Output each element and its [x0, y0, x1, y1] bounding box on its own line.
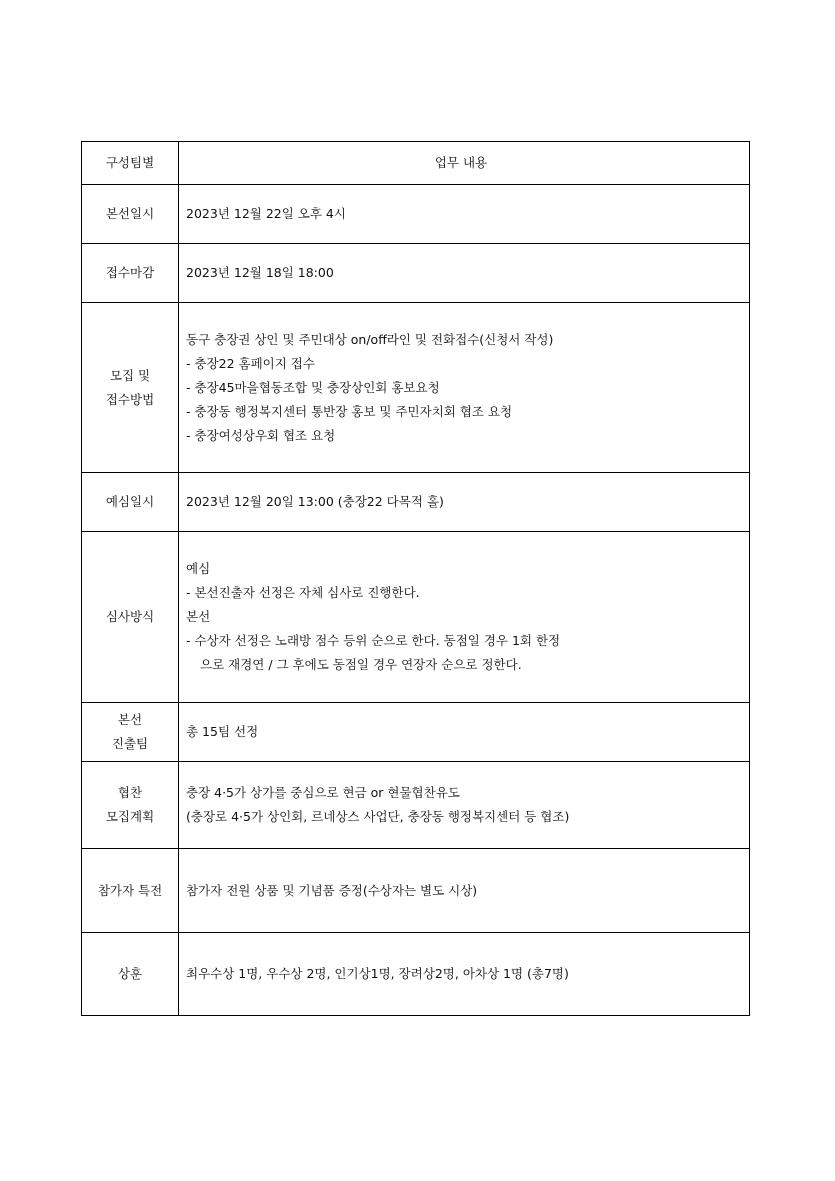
row-label-deadline	[82, 244, 179, 303]
row-content-finalists	[179, 703, 750, 762]
row-label-line: 접수마감	[105, 265, 155, 280]
row-content-judging	[179, 532, 750, 703]
table-row	[82, 703, 750, 762]
row-label-final-datetime	[82, 185, 179, 244]
row-content-line: - 충장여성상우회 협조 요청	[186, 427, 336, 443]
row-content-preliminary-datetime	[179, 473, 750, 532]
table-row	[82, 303, 750, 473]
row-label-sponsorship	[82, 762, 179, 849]
row-content-line: - 본선진출자 선정은 자체 심사로 진행한다.	[186, 585, 420, 600]
row-label-awards	[82, 933, 179, 1016]
row-content-line: - 충장22 홈페이지 접수	[186, 355, 315, 371]
row-content-final-datetime	[179, 185, 750, 244]
table-header-row	[82, 142, 750, 185]
row-content-line: 총 15팀 선정	[186, 724, 259, 739]
row-label-line: 심사방식	[105, 609, 155, 624]
row-content-line: - 수상자 선정은 노래방 점수 등위 순으로 한다. 동점일 경우 1회 한정	[186, 633, 561, 648]
row-content-line: 충장 4·5가 상가를 중심으로 현금 or 현물협찬유도	[186, 785, 460, 800]
table-row	[82, 185, 750, 244]
row-label-line: 본선	[117, 712, 143, 727]
row-label-line: 모집 및	[109, 367, 151, 383]
row-content-deadline	[179, 244, 750, 303]
row-content-participant-benefits	[179, 849, 750, 933]
row-label-finalists	[82, 703, 179, 762]
table-row	[82, 762, 750, 849]
row-content-line: - 충장45마을협동조합 및 충장상인회 홍보요청	[186, 379, 440, 395]
row-label-line: 참가자 특전	[97, 882, 163, 898]
row-content-line: 2023년 12월 22일 오후 4시	[186, 206, 346, 221]
row-label-preliminary-datetime	[82, 473, 179, 532]
row-label-line: 예심일시	[105, 494, 155, 509]
program-table	[81, 141, 750, 1016]
header-team-cell: 구성팀별	[82, 142, 179, 185]
row-content-line: 본선	[186, 609, 211, 624]
table-row	[82, 933, 750, 1016]
row-label-line: 모집계획	[105, 809, 155, 824]
row-content-line: 2023년 12월 18일 18:00	[186, 265, 334, 280]
row-content-line: 최우수상 1명, 우수상 2명, 인기상1명, 장려상2명, 아차상 1명 (총7명)	[186, 966, 569, 981]
row-label-judging	[82, 532, 179, 703]
row-content-line: (충장로 4·5가 상인회, 르네상스 사업단, 충장동 행정복지센터 등 협조)	[186, 809, 570, 824]
row-label-line: 협찬	[117, 785, 143, 800]
table-row	[82, 532, 750, 703]
row-content-line: - 충장동 행정복지센터 통반장 홍보 및 주민자치회 협조 요청	[186, 403, 513, 419]
row-content-line: 예심	[186, 561, 211, 576]
row-content-sponsorship	[179, 762, 750, 849]
table-row	[82, 473, 750, 532]
row-label-line: 상훈	[117, 966, 143, 981]
row-label-line: 진출팀	[111, 736, 149, 751]
table-row	[82, 244, 750, 303]
row-content-line: 참가자 전원 상품 및 기념품 증정(수상자는 별도 시상)	[186, 882, 478, 898]
row-label-line: 본선일시	[105, 206, 155, 221]
row-content-line: 으로 재경연 / 그 후에도 동점일 경우 연장자 순으로 정한다.	[200, 657, 522, 672]
header-content-cell: 업무 내용	[179, 142, 750, 185]
row-content-recruitment	[179, 303, 750, 473]
table-row	[82, 849, 750, 933]
row-label-participant-benefits	[82, 849, 179, 933]
row-content-line: 2023년 12월 20일 13:00 (충장22 다목적 홀)	[186, 494, 444, 509]
row-label-recruitment	[82, 303, 179, 473]
row-content-line: 동구 충장권 상인 및 주민대상 on/off라인 및 전화접수(신청서 작성)	[186, 331, 554, 347]
row-label-line: 접수방법	[105, 391, 155, 407]
row-content-awards	[179, 933, 750, 1016]
